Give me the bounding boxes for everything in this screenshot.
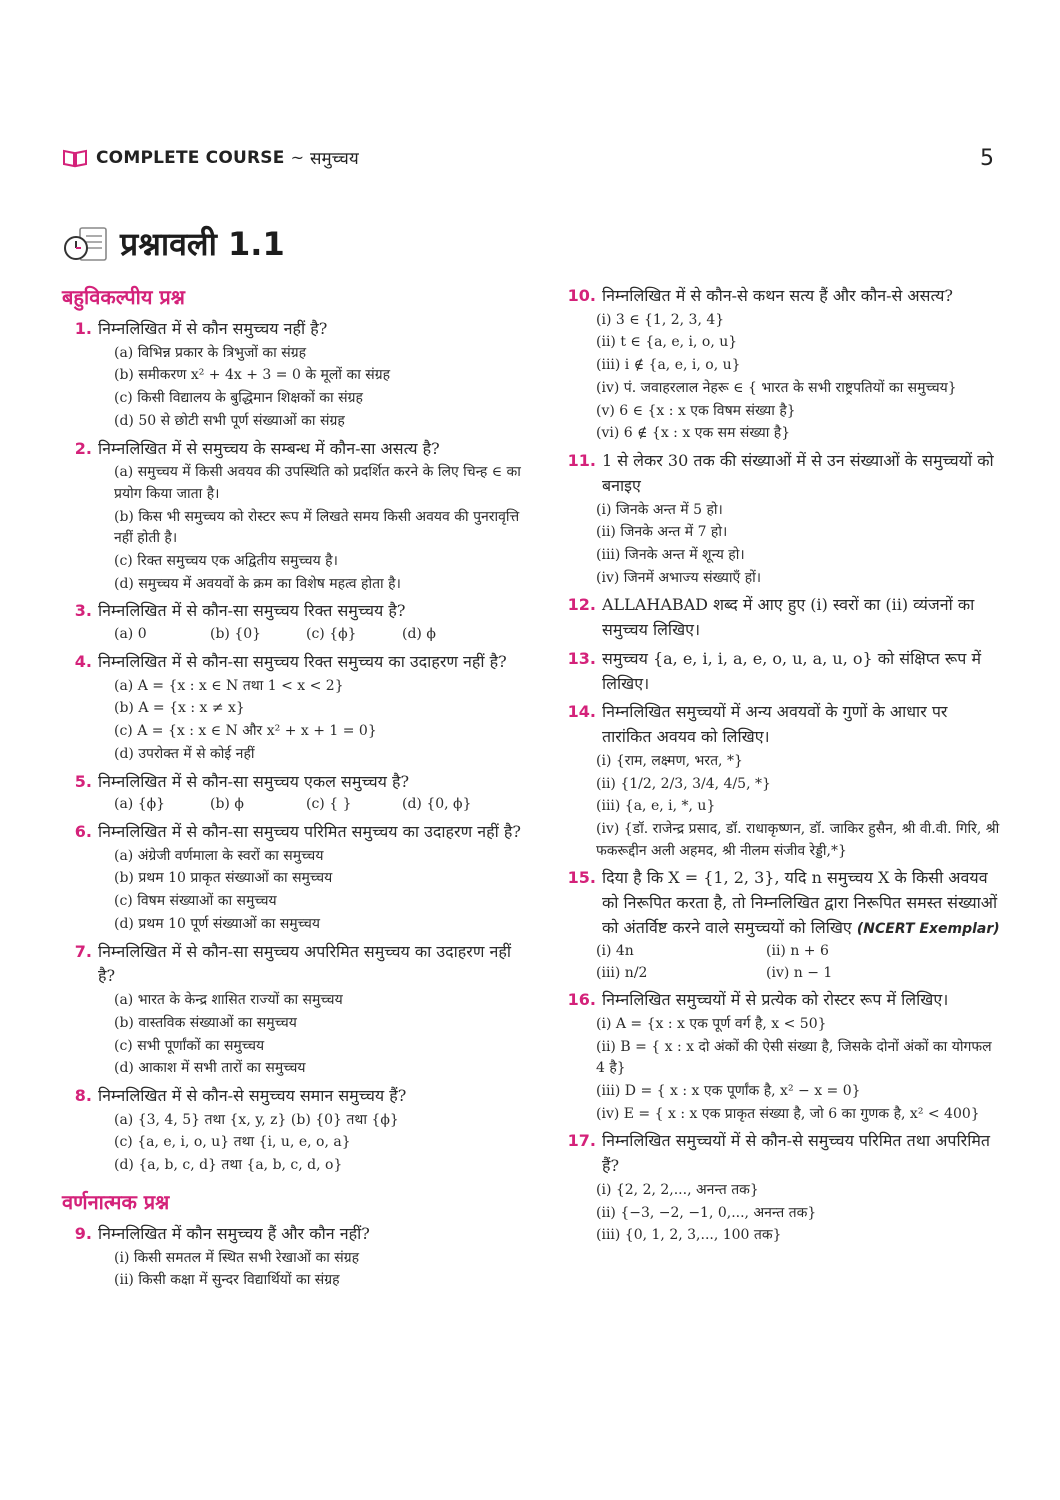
question-number: 9. <box>74 1223 92 1243</box>
option: (d) {0, ϕ} <box>402 796 472 813</box>
question-number: 14. <box>567 702 596 722</box>
option: (ii) {1/2, 2/3, 3/4, 4/5, *} <box>596 775 771 792</box>
question-6 <box>62 820 522 845</box>
source-tag: (NCERT Exemplar) <box>856 921 1000 938</box>
question-text: निम्नलिखित में से कौन-से कथन सत्य हैं और कौन-से असत्य? <box>602 286 953 305</box>
question-number: 5. <box>74 771 92 791</box>
question-number: 15. <box>567 868 596 888</box>
option: (b) {0} <box>210 626 262 643</box>
section-heading-mcq: बहुविकल्पीय प्रश्न <box>62 285 185 309</box>
option: (c) {a, e, i, o, u} तथा {i, u, e, o, a} <box>114 1134 351 1151</box>
option: (c) { } <box>306 796 352 813</box>
options <box>596 1180 1002 1247</box>
question-11 <box>566 449 1002 499</box>
options <box>114 990 522 1080</box>
question-number: 12. <box>567 595 596 615</box>
question-text: निम्नलिखित में से कौन-से समुच्चय समान समुच्चय हैं? <box>98 1085 407 1105</box>
question-14 <box>566 700 1002 750</box>
option: (ii) किसी कक्षा में सुन्दर विद्यार्थियों का संग्रह <box>114 1272 340 1289</box>
option: (b) किस भी समुच्चय को रोस्टर रूप में लिखते समय किसी अवयव की पुनरावृत्ति नहीं होती है। <box>114 508 520 547</box>
option: (c) {ϕ} <box>306 626 357 643</box>
question-text: निम्नलिखित समुच्चयों में से प्रत्येक को रोस्टर रूप में लिखिए। <box>602 990 949 1010</box>
question-text: निम्नलिखित में से कौन-सा समुच्चय अपरिमित समुच्चय का उदाहरण नहीं है? <box>98 941 511 986</box>
option: (ii) B = { x : x दो अंकों की ऐसी संख्या है, जिसके दोनों अंकों का योगफल 4 है} <box>596 1038 992 1077</box>
question-text: निम्नलिखित में से कौन समुच्चय नहीं है? <box>98 319 328 338</box>
option: (a) 0 <box>114 626 147 643</box>
question-text: निम्नलिखित में कौन समुच्चय हैं और कौन नहीं? <box>98 1223 370 1243</box>
option: (b) समीकरण x² + 4x + 3 = 0 के मूलों का संग्रह <box>114 367 391 384</box>
option: (ii) जिनके अन्त में 7 हो। <box>596 524 728 541</box>
options <box>114 676 522 766</box>
option: (a) समुच्चय में किसी अवयव की उपस्थिति को प्रदर्शित करने के लिए चिन्ह ∈ का प्रयोग किया जाता है। <box>114 464 521 503</box>
question-number: 2. <box>74 438 92 458</box>
options <box>114 624 522 646</box>
question-text-body: दिया है कि X = {1, 2, 3}, यदि n समुच्चय X के किसी अवयव को निरूपित करता है, तो निम्नलिखित द्वारा निरूपित समस्त संख्याओं को अंतर्विष्ट करने वाले समुच्चयों को लिखिए <box>602 868 998 938</box>
option: (b) A = {x : x ≠ x} <box>114 700 245 717</box>
question-text: निम्नलिखित में से कौन-सा समुच्चय एकल समुच्चय है? <box>98 771 410 791</box>
option: (c) किसी विद्यालय के बुद्धिमान शिक्षकों का संग्रह <box>114 390 363 407</box>
option: (d) उपरोक्त में से कोई नहीं <box>114 745 255 762</box>
question-text <box>602 866 1002 940</box>
option: (a) विभिन्न प्रकार के त्रिभुजों का संग्रह <box>114 344 307 361</box>
option: (ii) n + 6 <box>766 942 829 959</box>
option: (iv) n − 1 <box>766 964 833 981</box>
question-number: 4. <box>74 651 92 671</box>
option: (d) ϕ <box>402 626 436 643</box>
option: (ii) {−3, −2, −1, 0,..., अनन्त तक} <box>596 1204 817 1221</box>
option: (b) प्रथम 10 प्राकृत संख्याओं का समुच्चय <box>114 870 333 887</box>
option: (i) 4n <box>596 942 634 959</box>
right-column <box>566 280 1002 1248</box>
option: (i) 3 ∈ {1, 2, 3, 4} <box>596 311 725 328</box>
option: (c) सभी पूर्णांकों का समुच्चय <box>114 1037 265 1054</box>
exercise-title <box>62 222 285 265</box>
question-13 <box>566 647 1002 697</box>
option: (iii) i ∉ {a, e, i, o, u} <box>596 357 741 374</box>
option: (iii) {a, e, i, *, u} <box>596 798 716 815</box>
option: (c) रिक्त समुच्चय एक अद्वितीय समुच्चय है। <box>114 553 338 570</box>
options <box>596 310 1002 445</box>
question-number: 8. <box>74 1085 92 1105</box>
option: (b) ϕ <box>210 796 244 813</box>
brand-label: COMPLETE COURSE <box>96 147 285 168</box>
option: (a) A = {x : x ∈ N तथा 1 < x < 2} <box>114 677 344 694</box>
option: (c) विषम संख्याओं का समुच्चय <box>114 893 277 910</box>
option: (i) {राम, लक्ष्मण, भरत, *} <box>596 753 743 770</box>
question-text: 1 से लेकर 30 तक की संख्याओं में से उन संख्याओं के समुच्चयों को बनाइए <box>602 450 994 495</box>
option: (v) 6 ∈ {x : x एक विषम संख्या है} <box>596 402 796 419</box>
question-text: निम्नलिखित में से समुच्चय के सम्बन्ध में कौन-सा असत्य है? <box>98 438 440 458</box>
question-number: 3. <box>74 601 92 621</box>
question-12 <box>566 593 1002 643</box>
option: (i) किसी समतल में स्थित सभी रेखाओं का संग्रह <box>114 1249 360 1266</box>
question-text: ALLAHABAD शब्द में आए हुए (i) स्वरों का (ii) व्यंजनों का समुच्चय लिखिए। <box>602 595 975 640</box>
option: (iv) जिनमें अभाज्य संख्याएँ हों। <box>596 569 762 586</box>
option: (d) {a, b, c, d} तथा {a, b, c, d, o} <box>114 1157 343 1174</box>
options <box>114 343 522 433</box>
question-number: 11. <box>567 450 596 470</box>
question-5 <box>62 770 522 795</box>
running-header <box>62 146 359 169</box>
question-3 <box>62 599 522 624</box>
question-number: 13. <box>567 648 596 668</box>
left-column <box>62 280 522 1293</box>
question-number: 10. <box>567 286 596 305</box>
option: (a) अंग्रेजी वर्णमाला के स्वरों का समुच्चय <box>114 847 324 864</box>
options <box>114 794 522 816</box>
option: (c) A = {x : x ∈ N और x² + x + 1 = 0} <box>114 723 377 740</box>
question-number: 17. <box>567 1131 596 1151</box>
question-text: निम्नलिखित समुच्चयों में से कौन-से समुच्चय परिमित तथा अपरिमित हैं? <box>602 1131 991 1176</box>
option: (i) {2, 2, 2,..., अनन्त तक} <box>596 1182 759 1199</box>
option: (d) 50 से छोटी सभी पूर्ण संख्याओं का संग्रह <box>114 412 345 429</box>
option: (b) वास्तविक संख्याओं का समुच्चय <box>114 1014 297 1031</box>
question-text: निम्नलिखित में से कौन-सा समुच्चय परिमित समुच्चय का उदाहरण नहीं है? <box>98 821 521 841</box>
options <box>114 846 522 936</box>
question-2 <box>62 437 522 462</box>
option: (iii) n/2 <box>596 964 648 981</box>
clock-document-icon <box>62 224 110 264</box>
options <box>596 500 1002 590</box>
option: (d) समुच्चय में अवयवों के क्रम का विशेष महत्व होता है। <box>114 575 401 592</box>
option: (d) प्रथम 10 पूर्ण संख्याओं का समुच्चय <box>114 915 320 932</box>
page-number: 5 <box>980 146 994 171</box>
question-text: निम्नलिखित में से कौन-सा समुच्चय रिक्त समुच्चय है? <box>98 601 406 621</box>
question-8 <box>62 1084 522 1109</box>
question-text: समुच्चय {a, e, i, i, a, e, o, u, a, u, o} को संक्षिप्त रूप में लिखिए। <box>602 648 982 693</box>
question-7 <box>62 940 522 990</box>
section-heading-descriptive: वर्णनात्मक प्रश्न <box>62 1189 170 1214</box>
question-15 <box>566 866 1002 940</box>
option: (iii) जिनके अन्त में शून्य हो। <box>596 546 745 563</box>
options <box>596 941 1002 963</box>
options <box>596 1014 1002 1125</box>
option: (iv) E = { x : x एक प्राकृत संख्या है, जो 6 का गुणक है, x² < 400} <box>596 1105 980 1122</box>
options <box>114 1248 522 1292</box>
option: (d) आकाश में सभी तारों का समुच्चय <box>114 1060 306 1077</box>
header-separator: ~ <box>290 148 304 167</box>
question-text: निम्नलिखित समुच्चयों में अन्य अवयवों के गुणों के आधार पर तारांकित अवयव को लिखिए। <box>602 702 948 747</box>
chapter-name: समुच्चय <box>309 149 359 169</box>
option: (iii) D = { x : x एक पूर्णांक है, x² − x = 0} <box>596 1083 861 1100</box>
option: (i) जिनके अन्त में 5 हो। <box>596 501 723 518</box>
options <box>114 1110 522 1177</box>
option: (iv) {डॉ. राजेन्द्र प्रसाद, डॉ. राधाकृष्णन, डॉ. जाकिर हुसैन, श्री वी.वी. गिरि, श्री फकरूद्दीन अली अहमद, श्री नीलम संजीव रेड्डी,*} <box>596 821 1000 859</box>
options <box>596 963 1002 985</box>
question-16 <box>566 988 1002 1013</box>
option: (a) {3, 4, 5} तथा {x, y, z} (b) {0} तथा {ϕ} <box>114 1111 399 1128</box>
question-17 <box>566 1129 1002 1179</box>
question-9 <box>62 1222 522 1247</box>
question-number: 1. <box>74 319 92 338</box>
book-icon <box>62 148 88 168</box>
question-text: निम्नलिखित में से कौन-सा समुच्चय रिक्त समुच्चय का उदाहरण नहीं है? <box>98 651 507 671</box>
option: (vi) 6 ∉ {x : x एक सम संख्या है} <box>596 425 791 442</box>
question-number: 6. <box>74 821 92 841</box>
option: (a) भारत के केन्द्र शासित राज्यों का समुच्चय <box>114 992 343 1009</box>
question-number: 7. <box>74 941 92 961</box>
options <box>114 462 522 595</box>
question-1 <box>62 317 522 342</box>
options <box>596 751 1002 862</box>
question-number: 16. <box>567 990 596 1010</box>
option: (ii) t ∈ {a, e, i, o, u} <box>596 334 738 351</box>
option: (iv) पं. जवाहरलाल नेहरू ∈ { भारत के सभी राष्ट्रपतियों का समुच्चय} <box>596 379 957 396</box>
option: (iii) {0, 1, 2, 3,..., 100 तक} <box>596 1227 782 1244</box>
exercise-title-text: प्रश्नावली 1.1 <box>120 225 285 263</box>
question-10 <box>566 284 1002 309</box>
option: (a) {ϕ} <box>114 796 166 813</box>
question-4 <box>62 650 522 675</box>
option: (i) A = {x : x एक पूर्ण वर्ग है, x < 50} <box>596 1016 827 1033</box>
